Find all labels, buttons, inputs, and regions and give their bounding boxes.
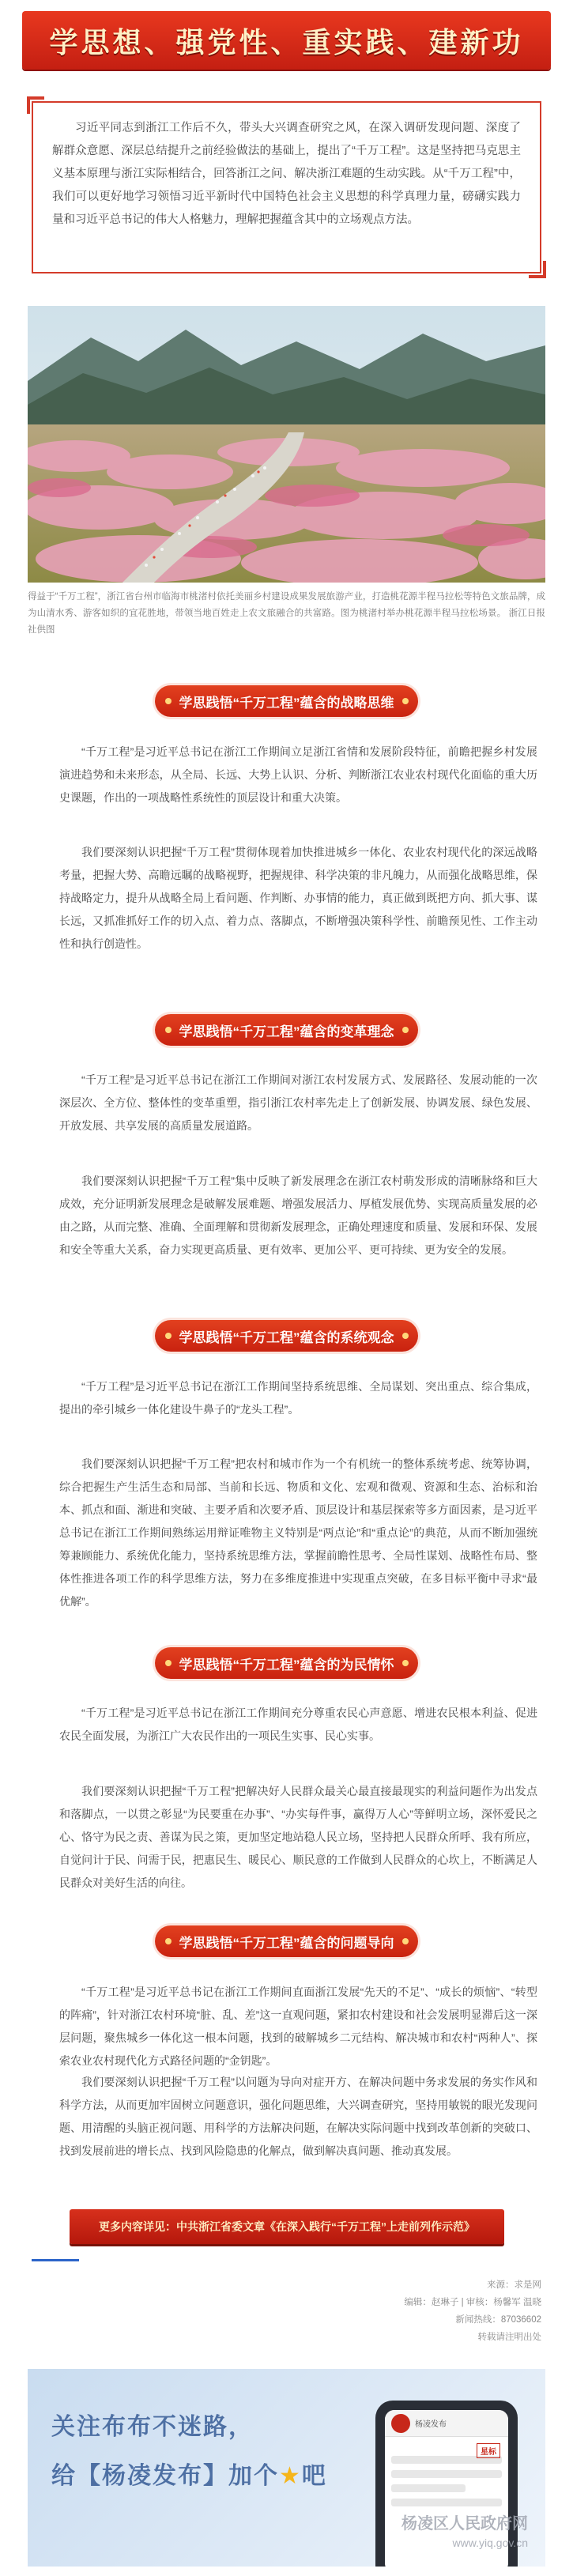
phone-account-name: 杨凌发布 (415, 2420, 447, 2429)
section-4-title-text: 学思践悟“千万工程”蕴含的为民情怀 (179, 1657, 394, 1673)
section-2-paragraph-2: 我们要深刻认识把握“千万工程”集中反映了新发展理念在浙江农村萌发形成的清晰脉络和巨大成效，充分证明新发展理念是破解发展难题、增强发展活力、厚植发展优势、实现高质量发展的必由之路，从而完整、准确、全面理解和贯彻新发展理念，正确处理速度和质量、发展和环保、发展和安全等重大关系，奋力实现更高质量、更有效率、更加公平、更可持续、更为安全的发展。 (59, 1175, 537, 1256)
star-mark-button: 星标 (477, 2443, 500, 2458)
section-4-title (155, 1647, 418, 1679)
watermark-url: www.yiq.gov.cn (452, 2536, 528, 2549)
title-dot-icon (402, 1027, 409, 1033)
title-dot-icon (165, 1027, 172, 1033)
section-5-title-text: 学思践悟“千万工程”蕴含的问题导向 (179, 1935, 394, 1951)
intro-text: 习近平同志到浙江工作后不久，带头大兴调查研究之风，在深入调研发现问题、深度了解群众意愿、深层总结提升之前经验做法的基础上，提出了“千万工程”。这是坚持把马克思主义基本原理与浙江实际相结合，回答浙江之问、解决浙江难题的生动实践。从“千万工程”中，我们可以更好地学习领悟习近平新时代中国特色社会主义思想的科学真理力量，磅礴实践力量和习近平总书记的伟大人格魅力，理解把握蕴含其中的立场观点方法。 (52, 122, 521, 226)
intro-box (32, 101, 541, 273)
promo-line-1: 关注布布不迷路， (51, 2414, 254, 2440)
promo-line-2-suffix: 吧 (301, 2463, 327, 2489)
section-5-paragraph-1: “千万工程”是习近平总书记在浙江工作期间直面浙江发展“先天的不足”、“成长的烦恼”、“转型的阵痛”，针对浙江农村环境“脏、乱、差”这一直观问题，紧扣农村建设和社会发展明显滞后这一深层问题，聚焦城乡一体化这一根本问题，找到的破解城乡二元结构、解决城市和农村“两种人”、探索农业农村现代化方式路径问题的“金钥匙”。 (59, 1986, 537, 2067)
section-1-title (155, 685, 418, 717)
banner-title: 学思想、强党性、重实践、建新功 (49, 26, 524, 59)
title-dot-icon (165, 698, 172, 704)
watermark-name: 杨凌区人民政府网 (401, 2515, 528, 2533)
article-meta (304, 2276, 541, 2346)
meta-hotline: 新闻热线：87036602 (455, 2315, 541, 2325)
phone-account-header (385, 2410, 508, 2437)
title-dot-icon (402, 1938, 409, 1944)
photo-caption: 得益于“千万工程”，浙江省台州市临海市桃渚村依托美丽乡村建设成果发展旅游产业，打造桃花源半程马拉松等特色文旅品牌，成为山清水秀、游客如织的宜花胜地，带领当地百姓走上农文旅融合的共富路。图为桃渚村举办桃花源半程马拉松场景。 浙江日报社供图 (28, 592, 545, 635)
peach-blossom-landscape-image (28, 306, 545, 583)
section-3-paragraph-1: “千万工程”是习近平总书记在浙江工作期间坚持系统思维、全局谋划、突出重点、综合集成，提出的牵引城乡一体化建设牛鼻子的“龙头工程”。 (59, 1380, 537, 1416)
divider-line (32, 2259, 79, 2261)
promo-line-2-prefix: 给【杨凌发布】加个 (51, 2463, 279, 2489)
star-icon: ★ (279, 2463, 302, 2489)
meta-source: 来源：求是网 (487, 2280, 541, 2290)
section-5-title (155, 1925, 418, 1957)
avatar (391, 2414, 410, 2433)
placeholder-line (391, 2470, 502, 2478)
section-2-title-text: 学思践悟“千万工程”蕴含的变革理念 (179, 1024, 394, 1039)
section-3-title-text: 学思践悟“千万工程”蕴含的系统观念 (179, 1329, 394, 1345)
more-content-label: 更多内容详见：中共浙江省委文章《在深入践行“千万工程”上走前列作示范》 (99, 2220, 475, 2233)
title-dot-icon (165, 1938, 172, 1944)
meta-notice: 转载请注明出处 (477, 2333, 541, 2342)
title-dot-icon (402, 1333, 409, 1339)
placeholder-line (391, 2484, 466, 2492)
section-3-paragraph-2: 我们要深刻认识把握“千万工程”把农村和城市作为一个有机统一的整体系统考虑、统筹协调，综合把握生产生活生态和局部、当前和长远、物质和文化、宏观和微观、资源和生态、治标和治本、抓点和面、渐进和突破、主要矛盾和次要矛盾、顶层设计和基层探索等多方面因素，是习近平总书记在浙江工作期间熟练运用辩证唯物主义特别是“两点论”和“重点论”的典范，从而不断加强统筹兼顾能力、系统优化能力，坚持系统思维方法，掌握前瞻性思考、全局性谋划、战略性布局、整体性推进各项工作的科学思维方法，努力在多维度推进中实现重点突破，在多目标平衡中寻求“最优解”。 (59, 1458, 537, 1608)
section-1-title-text: 学思践悟“千万工程”蕴含的战略思维 (179, 695, 394, 711)
promo-line-2 (51, 2456, 327, 2491)
section-4-paragraph-1: “千万工程”是习近平总书记在浙江工作期间充分尊重农民心声意愿、增进农民根本利益、促进农民全面发展，为浙江广大农民作出的一项民生实事、民心实事。 (59, 1707, 537, 1742)
header-banner (22, 11, 551, 70)
section-2-paragraph-1: “千万工程”是习近平总书记在浙江工作期间对浙江农村发展方式、发展路径、发展动能的一次深层次、全方位、整体性的变革重塑，指引浙江农村率先走上了创新发展、协调发展、绿色发展、开放发展、共享发展的高质量发展道路。 (59, 1073, 537, 1132)
section-1-paragraph-2: 我们要深刻认识把握“千万工程”贯彻体现着加快推进城乡一体化、农业农村现代化的深远战略考量，把握大势、高瞻远瞩的战略视野，把握规律、科学决策的非凡魄力，从而强化战略思维，保持战略定力，提升从战略全局上看问题、作判断、办事情的能力，真正做到既把方向、抓大事、谋长远，又抓准抓好工作的切入点、着力点、落脚点，不断增强决策科学性、前瞻预见性、工作主动性和执行创造性。 (59, 846, 537, 950)
placeholder-line (391, 2499, 502, 2506)
section-5-paragraph-2: 我们要深刻认识把握“千万工程”以问题为导向对症开方、在解决问题中务求发展的务实作风和科学方法，从而更加牢固树立问题意识，强化问题思维，大兴调查研究，坚持用敏锐的眼光发现问题、用清醒的头脑正视问题、用科学的方法解决问题，在解决实际问题中找到改革创新的突破口、找到发展前进的增长点、找到风险隐患的化解点，做到解决真问题、推动真发展。 (59, 2076, 537, 2157)
title-dot-icon (402, 698, 409, 704)
section-4-paragraph-2: 我们要深刻认识把握“千万工程”把解决好人民群众最关心最直接最现实的利益问题作为出发点和落脚点，一以贯之彰显“为民要重在办事”、“办实每件事，赢得万人心”等鲜明立场，深怀爱民之心、恪守为民之责、善谋为民之策，更加坚定地站稳人民立场，坚持把人民群众所呼、我有所应，自觉问计于民、问需于民，把惠民生、暖民心、顺民意的工作做到人民群众的心坎上，不断满足人民群众对美好生活的向往。 (59, 1785, 537, 1889)
title-dot-icon (165, 1333, 172, 1339)
section-3-title (155, 1320, 418, 1352)
more-content-link[interactable] (70, 2209, 504, 2244)
meta-editor: 编辑：赵琳子 | 审核：杨馨军 温晓 (404, 2298, 541, 2307)
section-1-paragraph-1: “千万工程”是习近平总书记在浙江工作期间立足浙江省情和发展阶段特征，前瞻把握乡村发展演进趋势和未来形态，从全局、长远、大势上认识、分析、判断浙江农业农村现代化面临的重大历史课题，作出的一项战略性系统性的顶层设计和重大决策。 (59, 745, 537, 804)
site-watermark (401, 2514, 528, 2552)
title-dot-icon (402, 1660, 409, 1666)
section-2-title (155, 1014, 418, 1046)
title-dot-icon (165, 1660, 172, 1666)
article-photo (28, 306, 545, 583)
follow-promo-banner[interactable] (28, 2369, 545, 2567)
